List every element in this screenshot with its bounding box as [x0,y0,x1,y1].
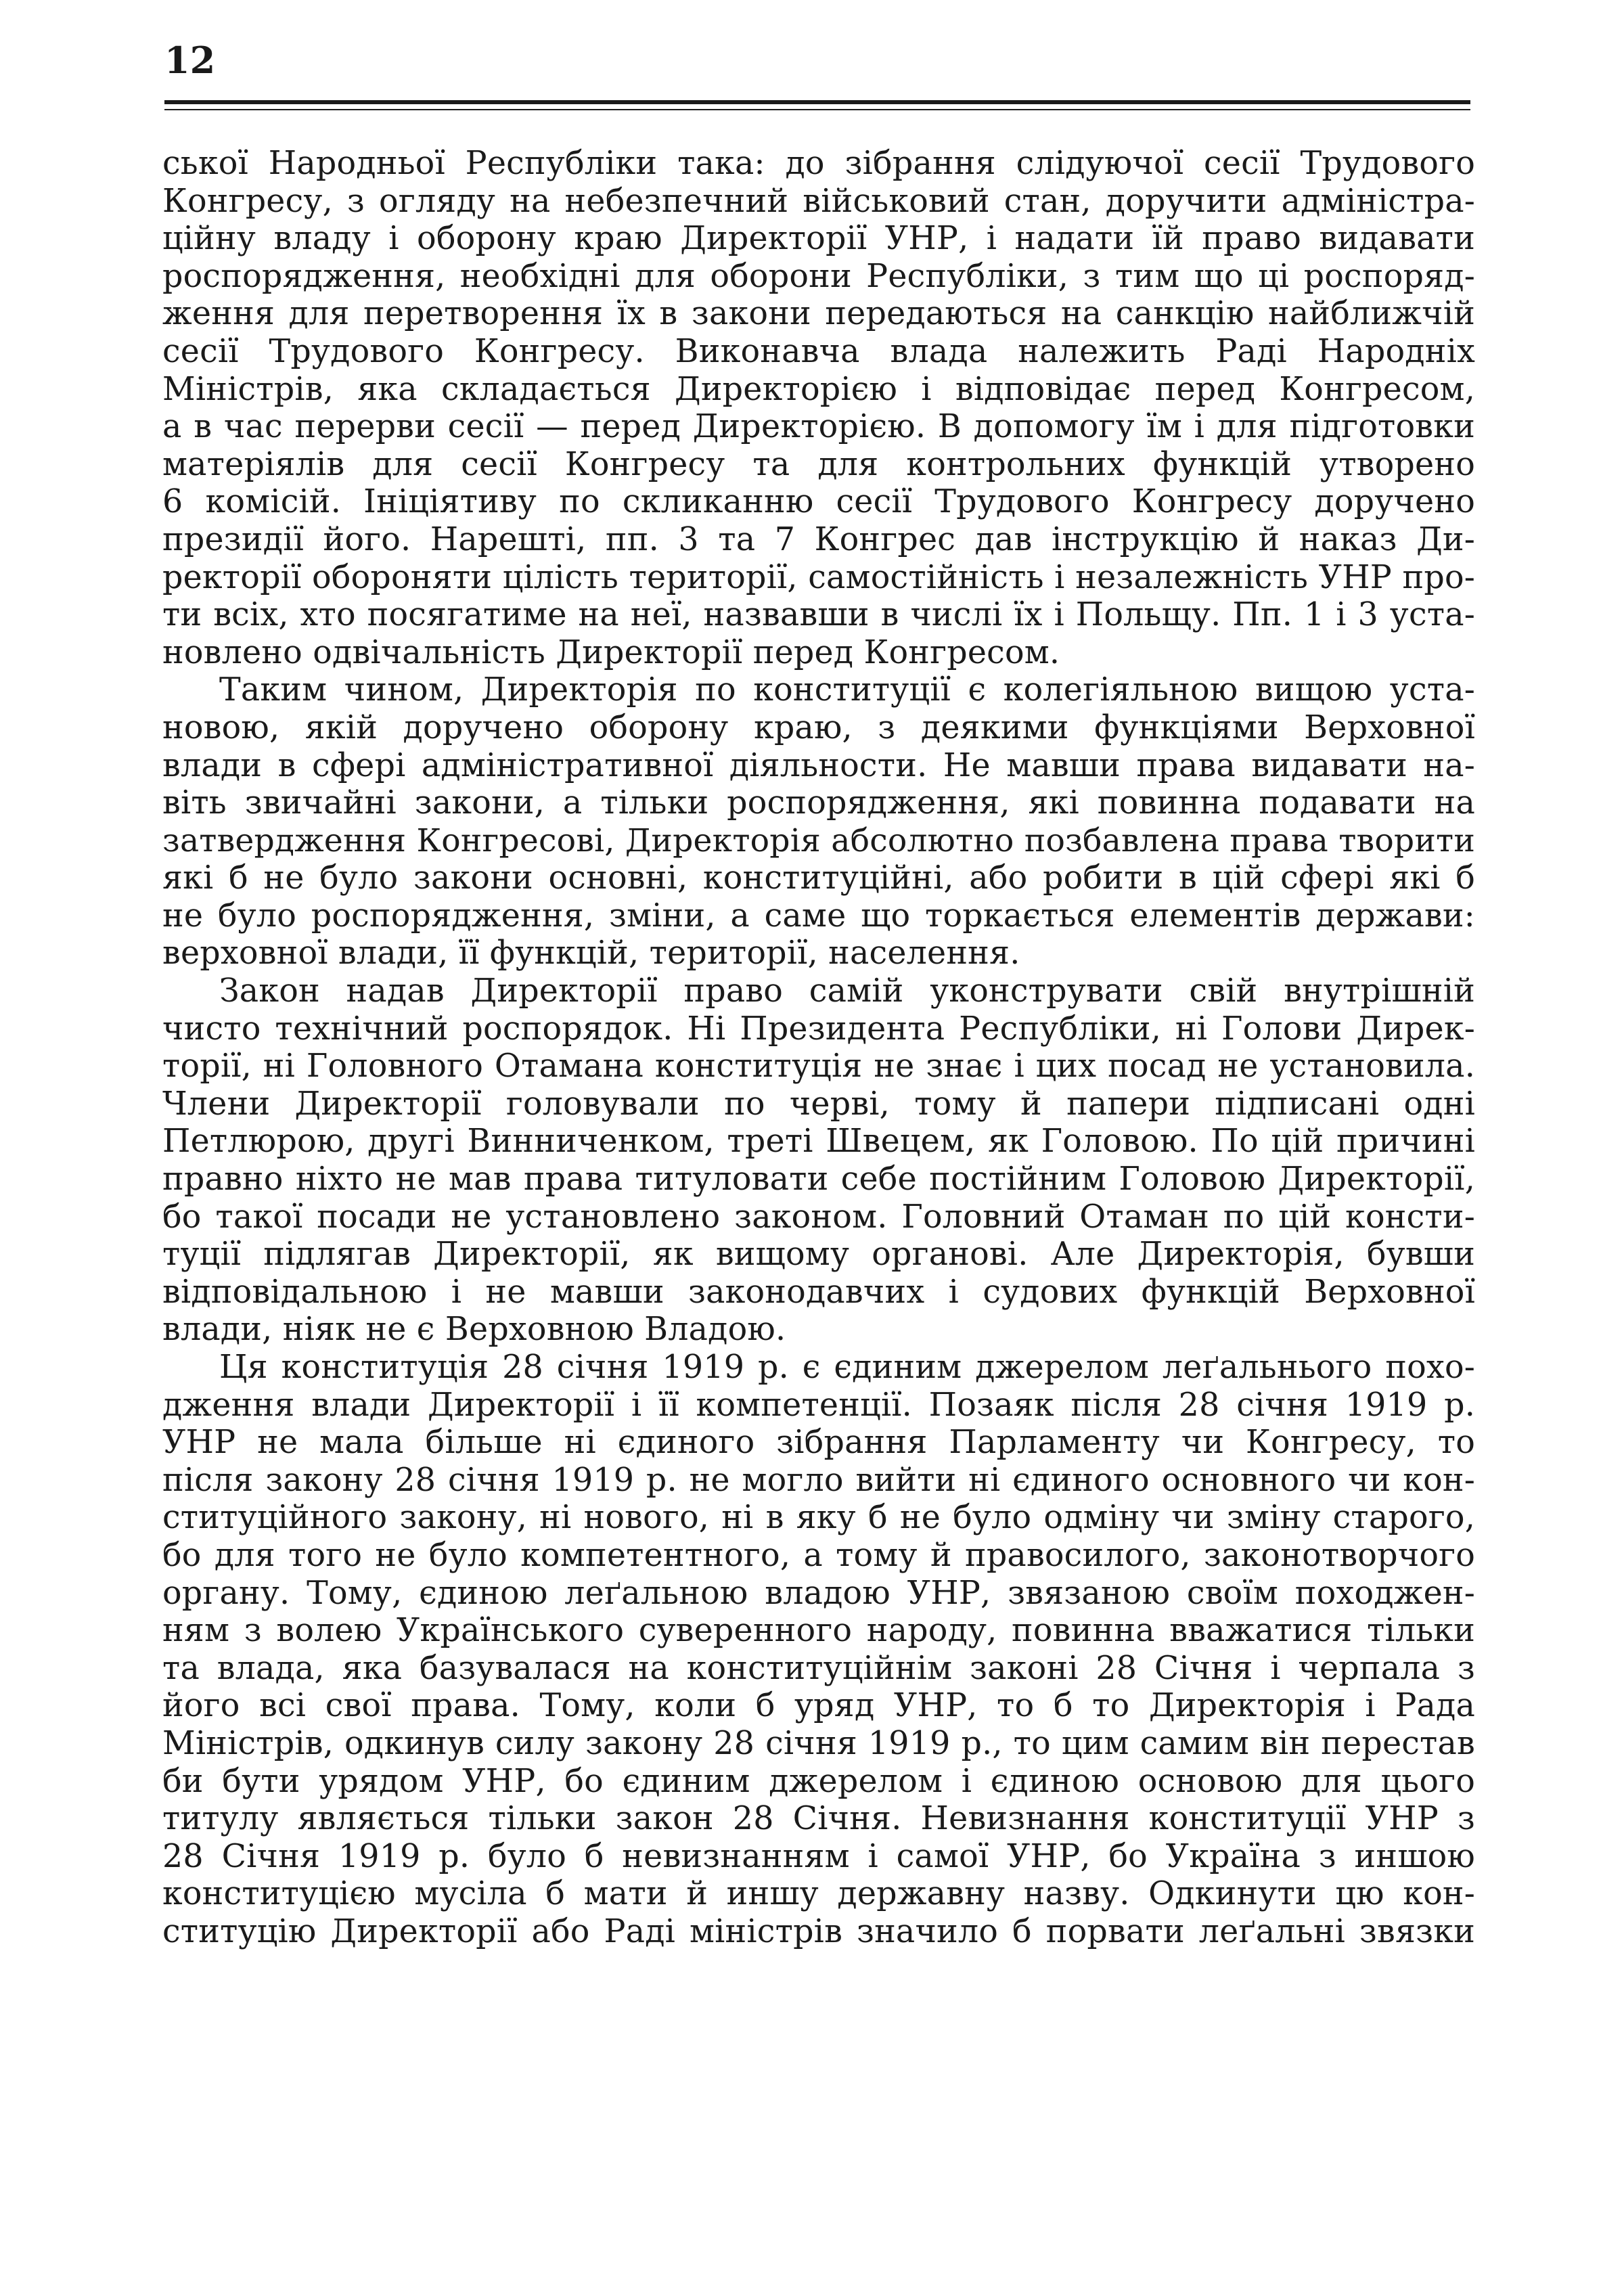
text-line: влади, ніяк не є Верховною Владою. [162,1311,786,1349]
text-line: туції підлягав Директорії, як вищому органові. Але Директорія, бувши [162,1236,1475,1274]
text-line: влади в сфері адміністративної діяльности. Не мавши права видавати на- [162,746,1475,784]
text-line: Члени Директорії головували по черві, тому й папери підписані одні [162,1085,1475,1123]
text-line: правно ніхто не мав права титуловати себе постійним Головою Директорії, [162,1161,1475,1198]
header-rule-thin [164,109,1470,110]
text-line: ституцію Директорії або Раді міністрів значило б порвати леґальні звязки [162,1912,1475,1950]
text-line: а в час перерви сесії — перед Директорією. В допомогу їм і для підготовки [162,408,1475,446]
text-line: Ця конституція 28 січня 1919 р. є єдиним джерелом леґальнього похо- [219,1349,1475,1386]
page-number: 12 [164,39,216,82]
text-line: ти всіх, хто посягатиме на неї, назвавши в числі їх і Польщу. Пп. 1 і 3 уста- [162,596,1475,634]
text-line: та влада, яка базувалася на конституційнім законі 28 Січня і черпала з [162,1649,1475,1687]
text-line: новлено одвічальність Директорії перед Конгресом. [162,633,1060,671]
text-line: ційну владу і оборону краю Директорії УНР, і надати їй право видавати [162,220,1475,258]
text-line: 6 комісій. Ініціятиву по скликанню сесії Трудового Конгресу доручено [162,483,1475,521]
text-line: Конгресу, з огляду на небезпечний військовий стан, доручити адміністра- [162,182,1475,220]
text-line: титулу являється тільки закон 28 Січня. Невизнання конституції УНР з [162,1800,1475,1838]
text-line: бо такої посади не установлено законом. Головний Отаман по цій консти- [162,1198,1475,1236]
text-line: ження для перетворення їх в закони передаються на санкцію найближчій [162,295,1475,333]
text-line: ської Народньої Республіки така: до зібрання слідуючої сесії Трудового [162,145,1475,182]
text-line: які б не було закони основні, конституційні, або робити в цій сфері які б [162,859,1475,897]
text-line: затвердження Конгресові, Директорія абсолютно позбавлена права творити [162,822,1475,859]
text-line: після закону 28 січня 1919 р. не могло вийти ні єдиного основного чи кон- [162,1461,1475,1499]
text-line: не було роспорядження, зміни, а саме що торкається елементів держави: [162,897,1475,935]
text-line: Міністрів, одкинув силу закону 28 січня 1919 р., то цим самим він перестав [162,1724,1475,1762]
text-line: роспорядження, необхідні для оборони Республіки, з тим що ці роспоряд- [162,257,1475,295]
text-line: ституційного закону, ні нового, ні в яку б не було одміну чи зміну старого, [162,1499,1475,1537]
text-line: верховної влади, її функцій, території, населення. [162,935,1020,972]
text-line: його всі свої права. Тому, коли б уряд УНР, то б то Директорія і Рада [162,1687,1475,1725]
paragraph [162,972,1475,1349]
text-line: дження влади Директорії і її компетенції. Позаяк після 28 січня 1919 р. [162,1386,1475,1424]
text-line: сесії Трудового Конгресу. Виконавча влада належить Раді Народніх [162,332,1475,370]
text-line: ням з волею Українського суверенного народу, повинна вважатися тільки [162,1612,1475,1650]
text-line: бо для того не було компетентного, а тому й правосилого, законотворчого [162,1536,1475,1574]
text-line: УНР не мала більше ні єдиного зібрання Парламенту чи Конгресу, то [162,1424,1475,1462]
text-line: Таким чином, Директорія по конституції є колегіяльною вищою уста- [219,671,1475,709]
text-line: президії його. Нарешті, пп. 3 та 7 Конгрес дав інструкцію й наказ Ди- [162,520,1475,558]
header-rule-thick [164,100,1470,104]
text-line: Міністрів, яка складається Директорією і відповідає перед Конгресом, [162,370,1475,408]
paragraph [162,145,1475,671]
text-line: чисто технічний роспорядок. Ні Президента Республіки, ні Голови Дирек- [162,1010,1475,1048]
text-line: Закон надав Директорії право самій уконструвати свій внутрішній [219,972,1475,1010]
text-line: 28 Січня 1919 р. було б невизнанням і самої УНР, бо Україна з иншою [162,1837,1475,1875]
text-line: ректорії обороняти цілість території, самостійність і незалежність УНР про- [162,558,1475,596]
text-line: торії, ні Головного Отамана конституція не знає і цих посад не установила. [162,1048,1475,1085]
text-line: би бути урядом УНР, бо єдиним джерелом і єдиною основою для цього [162,1762,1475,1800]
body-text [162,145,1475,1951]
text-line: органу. Тому, єдиною леґальною владою УНР, звязаною своїм походжен- [162,1574,1475,1612]
paragraph [162,1349,1475,1951]
text-line: віть звичайні закони, а тільки роспорядження, які повинна подавати на [162,784,1475,822]
text-line: відповідальною і не мавши законодавчих і судових функцій Верховної [162,1273,1475,1311]
text-line: матеріялів для сесії Конгресу та для контрольних функцій утворено [162,445,1475,483]
text-line: Петлюрою, другі Винниченком, треті Швецем, як Головою. По цій причині [162,1123,1475,1161]
paragraph [162,671,1475,972]
text-line: новою, якій доручено оборону краю, з деякими функціями Верховної [162,709,1475,746]
text-line: конституцією мусіла б мати й иншу державну назву. Одкинути цю кон- [162,1875,1475,1913]
